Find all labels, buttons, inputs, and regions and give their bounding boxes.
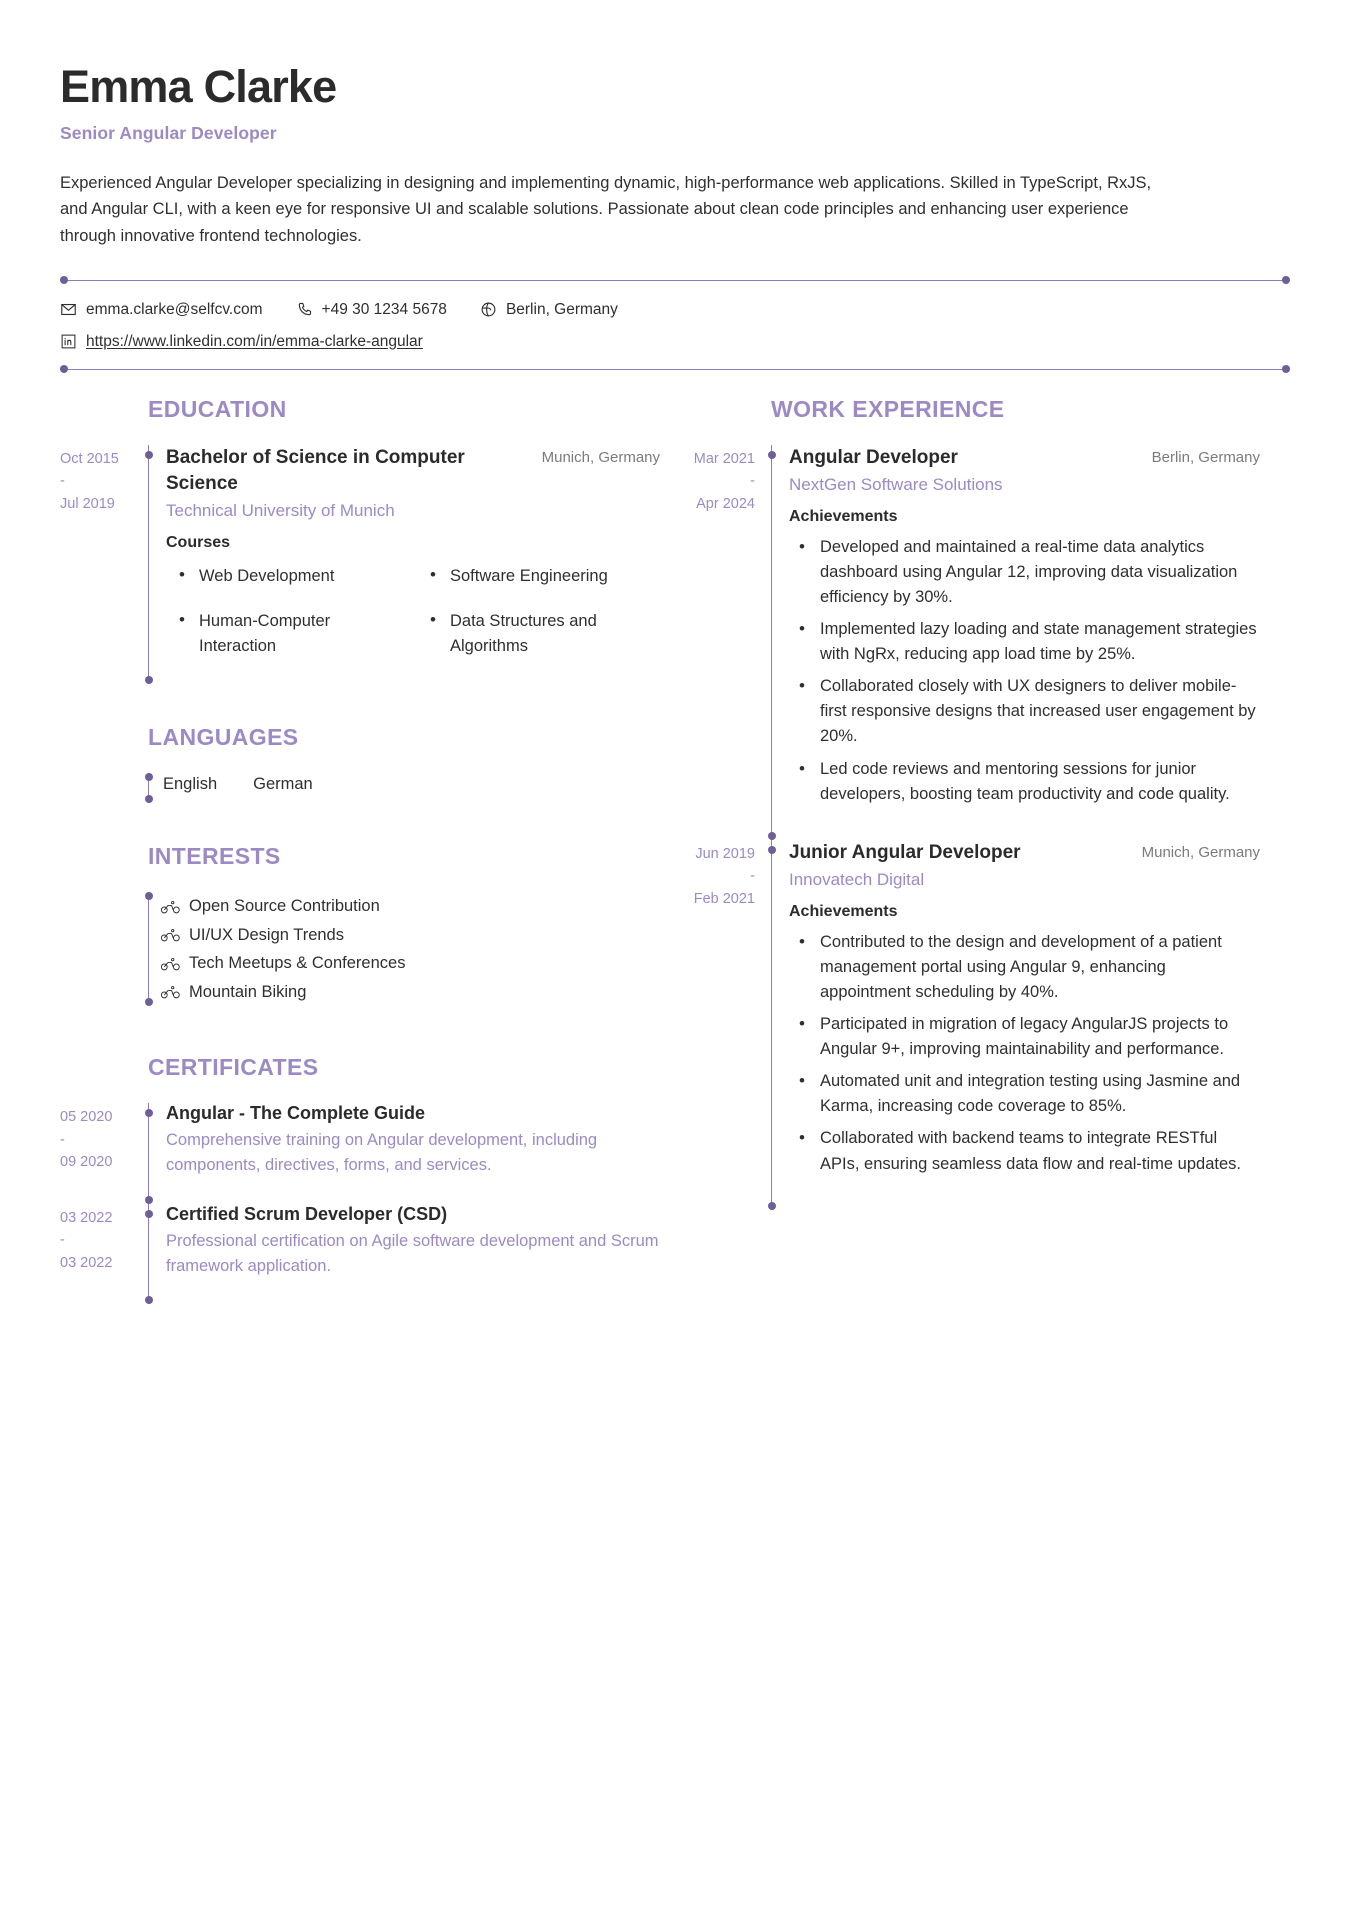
certificate-dash: - bbox=[60, 1131, 65, 1148]
education-school: Technical University of Munich bbox=[166, 501, 395, 521]
work-location: Berlin, Germany bbox=[1151, 448, 1260, 466]
certificate-entry bbox=[60, 1204, 660, 1305]
language-item: English bbox=[163, 775, 218, 794]
bicycle-icon bbox=[161, 900, 180, 914]
languages-entry bbox=[60, 773, 660, 803]
bicycle-icon bbox=[161, 985, 180, 999]
timeline-dot-start bbox=[145, 1109, 153, 1117]
achievement-item: • Automated unit and integration testing using Jasmine and Karma, increasing code coverage to 85%. bbox=[789, 1069, 1260, 1119]
education-dash: - bbox=[60, 473, 65, 490]
work-job-title: Angular Developer bbox=[789, 446, 958, 468]
timeline-dot-end bbox=[768, 832, 776, 840]
contact-block bbox=[60, 281, 1290, 369]
work-dates bbox=[666, 445, 771, 840]
timeline-rail bbox=[771, 840, 772, 1210]
bicycle-icon bbox=[161, 957, 180, 971]
education-body bbox=[166, 445, 660, 685]
work-entry bbox=[666, 445, 1260, 840]
certificate-start: 03 2022 bbox=[60, 1209, 113, 1226]
contact-location bbox=[480, 301, 618, 319]
education-entry bbox=[60, 445, 660, 685]
achievements-label: Achievements bbox=[789, 902, 898, 920]
achievement-item: • Led code reviews and mentoring sessions for junior developers, boosting team productivity and code quality. bbox=[789, 757, 1260, 807]
interest-label: Mountain Biking bbox=[189, 982, 307, 1001]
certificate-description: Comprehensive training on Angular development, including components, directives, forms, and services. bbox=[166, 1131, 598, 1175]
work-end: Apr 2024 bbox=[696, 495, 755, 512]
education-location: Munich, Germany bbox=[541, 448, 660, 466]
contact-email[interactable] bbox=[60, 301, 263, 319]
achievements-list bbox=[789, 535, 1260, 807]
certificate-title: Certified Scrum Developer (CSD) bbox=[166, 1203, 448, 1224]
education-end: Jul 2019 bbox=[60, 495, 115, 512]
contact-linkedin-text: https://www.linkedin.com/in/emma-clarke-angular bbox=[86, 332, 423, 350]
work-entry bbox=[666, 840, 1260, 1210]
contact-email-text: emma.clarke@selfcv.com bbox=[86, 300, 263, 318]
contact-location-text: Berlin, Germany bbox=[505, 300, 618, 318]
interest-item bbox=[161, 892, 660, 921]
timeline-dot-start bbox=[145, 1210, 153, 1218]
certificate-body bbox=[166, 1204, 660, 1305]
interest-label: Tech Meetups & Conferences bbox=[189, 954, 406, 973]
languages-list bbox=[163, 773, 313, 803]
section-title-languages: LANGUAGES bbox=[148, 724, 299, 751]
achievement-item: • Participated in migration of legacy AngularJS projects to Angular 9+, improving maintainability and performance. bbox=[789, 1012, 1260, 1062]
work-company: NextGen Software Solutions bbox=[789, 474, 1003, 494]
envelope-icon bbox=[60, 301, 77, 318]
contact-row-primary bbox=[60, 301, 1290, 319]
section-work-experience bbox=[666, 396, 1260, 1210]
timeline-dot-start bbox=[145, 451, 153, 459]
certificate-entry bbox=[60, 1103, 660, 1204]
phone-icon bbox=[296, 301, 313, 318]
courses-grid bbox=[166, 564, 660, 658]
work-start: Mar 2021 bbox=[693, 450, 755, 467]
timeline-rail bbox=[148, 1103, 149, 1204]
achievement-item: • Implemented lazy loading and state management strategies with NgRx, reducing app load time by 25%. bbox=[789, 617, 1260, 667]
timeline-dot-end bbox=[768, 1202, 776, 1210]
education-dates bbox=[60, 445, 148, 685]
certificate-body bbox=[166, 1103, 660, 1204]
section-certificates bbox=[60, 1054, 660, 1304]
timeline-dot-start bbox=[768, 451, 776, 459]
interests-list bbox=[161, 892, 660, 1006]
candidate-name: Emma Clarke bbox=[60, 61, 337, 112]
language-item: German bbox=[253, 775, 313, 794]
timeline-rail bbox=[148, 773, 149, 803]
certificate-dates bbox=[60, 1103, 148, 1204]
interest-label: UI/UX Design Trends bbox=[189, 925, 344, 944]
timeline-dot-end bbox=[145, 1296, 153, 1304]
work-job-title: Junior Angular Developer bbox=[789, 841, 1021, 863]
content-columns bbox=[60, 396, 1290, 1305]
timeline-rail bbox=[148, 445, 149, 685]
work-dash: - bbox=[750, 473, 755, 490]
timeline-rail bbox=[771, 445, 772, 840]
work-company: Innovatech Digital bbox=[789, 869, 925, 889]
section-title-certificates: CERTIFICATES bbox=[148, 1054, 319, 1081]
bicycle-icon bbox=[161, 928, 180, 942]
timeline-dot-end bbox=[145, 795, 153, 803]
achievements-list bbox=[789, 930, 1260, 1177]
course-item: • Data Structures and Algorithms bbox=[417, 609, 660, 659]
certificate-dates bbox=[60, 1204, 148, 1305]
timeline-dot-end bbox=[145, 676, 153, 684]
section-title-work: WORK EXPERIENCE bbox=[771, 395, 1005, 422]
timeline-dot-start bbox=[145, 892, 153, 900]
education-degree: Bachelor of Science in Computer Science bbox=[166, 446, 465, 494]
work-start: Jun 2019 bbox=[695, 845, 755, 862]
work-dates bbox=[666, 840, 771, 1210]
section-interests bbox=[60, 843, 660, 1006]
contact-row-secondary bbox=[60, 333, 1290, 351]
timeline-dot-end bbox=[145, 998, 153, 1006]
contact-phone-text: +49 30 1234 5678 bbox=[321, 300, 447, 318]
globe-pin-icon bbox=[480, 301, 497, 318]
interests-entry bbox=[60, 892, 660, 1006]
certificate-end: 03 2022 bbox=[60, 1254, 113, 1271]
divider-top bbox=[60, 280, 1290, 281]
achievement-item: • Developed and maintained a real-time data analytics dashboard using Angular 12, improving data visualization efficiency by 30%. bbox=[789, 535, 1260, 610]
work-end: Feb 2021 bbox=[693, 890, 755, 907]
course-item: • Web Development bbox=[166, 564, 409, 589]
languages-date-spacer bbox=[60, 773, 148, 803]
interest-item bbox=[161, 921, 660, 950]
work-body bbox=[789, 445, 1260, 840]
timeline-rail bbox=[148, 1204, 149, 1305]
interest-item bbox=[161, 949, 660, 978]
achievement-item: • Collaborated with backend teams to integrate RESTful APIs, ensuring seamless data flow and real-time updates. bbox=[789, 1126, 1260, 1176]
course-item: • Software Engineering bbox=[417, 564, 660, 589]
achievements-label: Achievements bbox=[789, 507, 898, 525]
section-languages bbox=[60, 724, 660, 803]
left-column bbox=[60, 396, 660, 1305]
contact-phone[interactable] bbox=[296, 301, 447, 319]
right-column bbox=[660, 396, 1260, 1305]
achievement-item: • Collaborated closely with UX designers to deliver mobile-first responsive designs that increased user engagement by 20%. bbox=[789, 674, 1260, 749]
timeline-dot-start bbox=[768, 846, 776, 854]
professional-summary: Experienced Angular Developer specializing in designing and implementing dynamic, high-performance web applications. Skilled in TypeScript, RxJS, and Angular CLI, with a keen eye for responsive UI and scalable solutions. Passionate about clean code principles and enhancing user experience through innovative frontend technologies. bbox=[60, 173, 1152, 245]
certificate-title: Angular - The Complete Guide bbox=[166, 1103, 426, 1124]
courses-label: Courses bbox=[166, 534, 231, 552]
interest-item bbox=[161, 978, 660, 1007]
work-body bbox=[789, 840, 1260, 1210]
linkedin-icon bbox=[60, 333, 77, 350]
contact-linkedin[interactable] bbox=[60, 333, 423, 351]
divider-bottom bbox=[60, 369, 1290, 370]
work-dash: - bbox=[750, 868, 755, 885]
timeline-dot-start bbox=[145, 773, 153, 781]
section-title-interests: INTERESTS bbox=[148, 843, 281, 870]
section-education bbox=[60, 396, 660, 685]
resume-header bbox=[60, 62, 1290, 250]
education-start: Oct 2015 bbox=[60, 450, 119, 467]
certificate-dash: - bbox=[60, 1232, 65, 1249]
candidate-role: Senior Angular Developer bbox=[60, 122, 277, 143]
timeline-rail bbox=[148, 892, 149, 1006]
course-item: • Human-Computer Interaction bbox=[166, 609, 409, 659]
certificate-description: Professional certification on Agile software development and Scrum framework application. bbox=[166, 1231, 659, 1275]
interests-body bbox=[161, 892, 660, 1006]
interest-label: Open Source Contribution bbox=[189, 897, 380, 916]
section-title-education: EDUCATION bbox=[148, 395, 287, 422]
certificate-end: 09 2020 bbox=[60, 1154, 113, 1171]
timeline-dot-end bbox=[145, 1196, 153, 1204]
interests-date-spacer bbox=[60, 892, 148, 1006]
certificate-start: 05 2020 bbox=[60, 1109, 113, 1126]
achievement-item: • Contributed to the design and development of a patient management portal using Angular 9, enhancing appointment scheduling by 40%. bbox=[789, 930, 1260, 1005]
work-location: Munich, Germany bbox=[1141, 843, 1260, 861]
